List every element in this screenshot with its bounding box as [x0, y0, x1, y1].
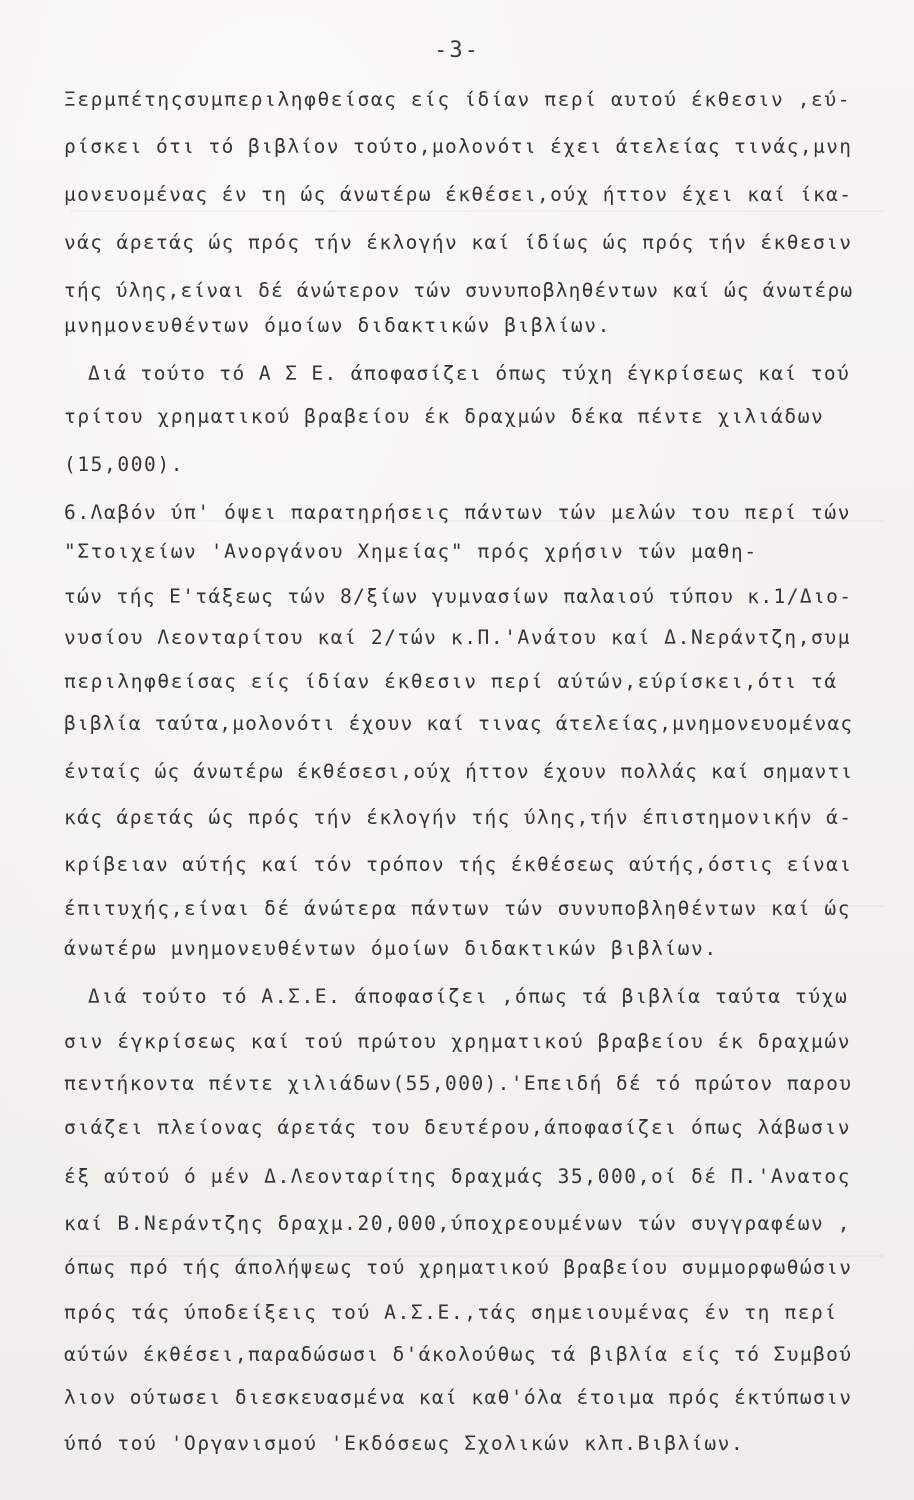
- text-line: Διά τούτο τό Α Σ Ε. άποφασίζει όπως τύχη έγκρίσεως καί τού: [88, 362, 851, 385]
- text-line: τής ύλης,είναι δέ άνώτερον τών συνυποβληθέντων καί ώς άνωτέρω: [64, 279, 854, 302]
- text-line: σιάζει πλείονας άρετάς του δευτέρου,άποφασίζει όπως λάβωσιν: [64, 1116, 852, 1139]
- text-line: μνημονευθέντων όμοίων διδακτικών βιβλίων.: [64, 314, 611, 337]
- text-line: ρίσκει ότι τό βιβλίον τούτο,μολονότι έχει άτελείας τινάς,μνη: [64, 135, 853, 158]
- text-line: λιον ούτωσει διεσκευασμένα καί καθ'όλα έτοιμα πρός έκτύπωσιν: [64, 1386, 853, 1409]
- text-line: "Στοιχείων 'Ανοργάνου Χημείας" πρός χρήσιν τών μαθη-: [64, 540, 758, 563]
- text-line: ύπό τού 'Οργανισμού 'Εκδόσεως Σχολικών κλπ.Βιβλίων.: [64, 1432, 745, 1455]
- text-line: περιληφθείσας είς ίδίαν έκθεσιν περί αύτών,εύρίσκει,ότι τά: [64, 670, 838, 693]
- text-line: Διά τούτο τό Α.Σ.Ε. άποφασίζει ,όπως τά βιβλία ταύτα τύχω: [88, 985, 849, 1008]
- text-line: πεντήκοντα πέντε χιλιάδων(55,000).'Επειδή δέ τό πρώτον παρου: [64, 1072, 853, 1095]
- text-line: ένταίς ώς άνωτέρω έκθέσεσι,ούχ ήττον έχουν πολλάς καί σημαντι: [64, 760, 854, 783]
- text-line: έπιτυχής,είναι δέ άνώτερα πάντων τών συνυποβληθέντων καί ώς: [64, 897, 852, 920]
- text-line: (15,000).: [64, 453, 185, 476]
- text-line: νάς άρετάς ώς πρός τήν έκλογήν καί ίδίως ώς πρός τήν έκθεσιν: [64, 231, 853, 254]
- text-line: νυσίου Λεονταρίτου καί 2/τών κ.Π.'Ανάτου καί Δ.Νεράντζη,συμ: [64, 626, 852, 649]
- bleed-through-mark: [70, 210, 884, 212]
- text-line: καί Β.Νεράντζης δραχμ.20,000,ύποχρεουμένων τών συγγραφέων ,: [64, 1212, 852, 1235]
- text-line: σιν έγκρίσεως καί τού πρώτου χρηματικού βραβείου έκ δραχμών: [64, 1030, 852, 1053]
- text-line: πρός τάς ύποδείξεις τού Α.Σ.Ε.,τάς σημειουμένας έν τη περί: [64, 1301, 838, 1324]
- text-line: κάς άρετάς ώς πρός τήν έκλογήν τής ύλης,τήν έπιστημονικήν ά-: [64, 806, 853, 829]
- text-line: κρίβειαν αύτής καί τόν τρόπον τής έκθέσεως αύτής,όστις είναι: [64, 853, 853, 876]
- text-line: 6.Λαβόν ύπ' όψει παρατηρήσεις πάντων τών μελών του περί τών: [64, 501, 852, 524]
- text-line: μονευομένας έν τη ώς άνωτέρω έκθέσει,ούχ ήττον έχει καί ίκα-: [64, 183, 853, 206]
- text-line: αύτών έκθέσει,παραδώσωσι δ'άκολούθως τά βιβλία είς τό Συμβού: [64, 1343, 853, 1366]
- text-line: τών τής Ε'τάξεως τών 8/ξίων γυμνασίων παλαιού τύπου κ.1/Διο-: [64, 585, 853, 608]
- text-line: Ξερμπέτηςσυμπεριληφθείσας είς ίδίαν περί αυτού έκθεσιν ,εύ-: [64, 88, 852, 111]
- text-line: έξ αύτού ό μέν Δ.Λεονταρίτης δραχμάς 35,000,οί δέ Π.'Ανατος: [64, 1165, 852, 1188]
- text-line: όπως πρό τής άπολήψεως τού χρηματικού βραβείου συμμορφωθώσιν: [64, 1256, 853, 1279]
- text-line: βιβλία ταύτα,μολονότι έχουν καί τινας άτελείας,μνημονευομένας: [64, 712, 854, 735]
- page-number: -3-: [434, 38, 480, 63]
- text-line: άνωτέρω μνημονευθέντων όμοίων διδακτικών βιβλίων.: [64, 937, 718, 960]
- text-line: τρίτου χρηματικού βραβείου έκ δραχμών δέκα πέντε χιλιάδων: [64, 405, 825, 428]
